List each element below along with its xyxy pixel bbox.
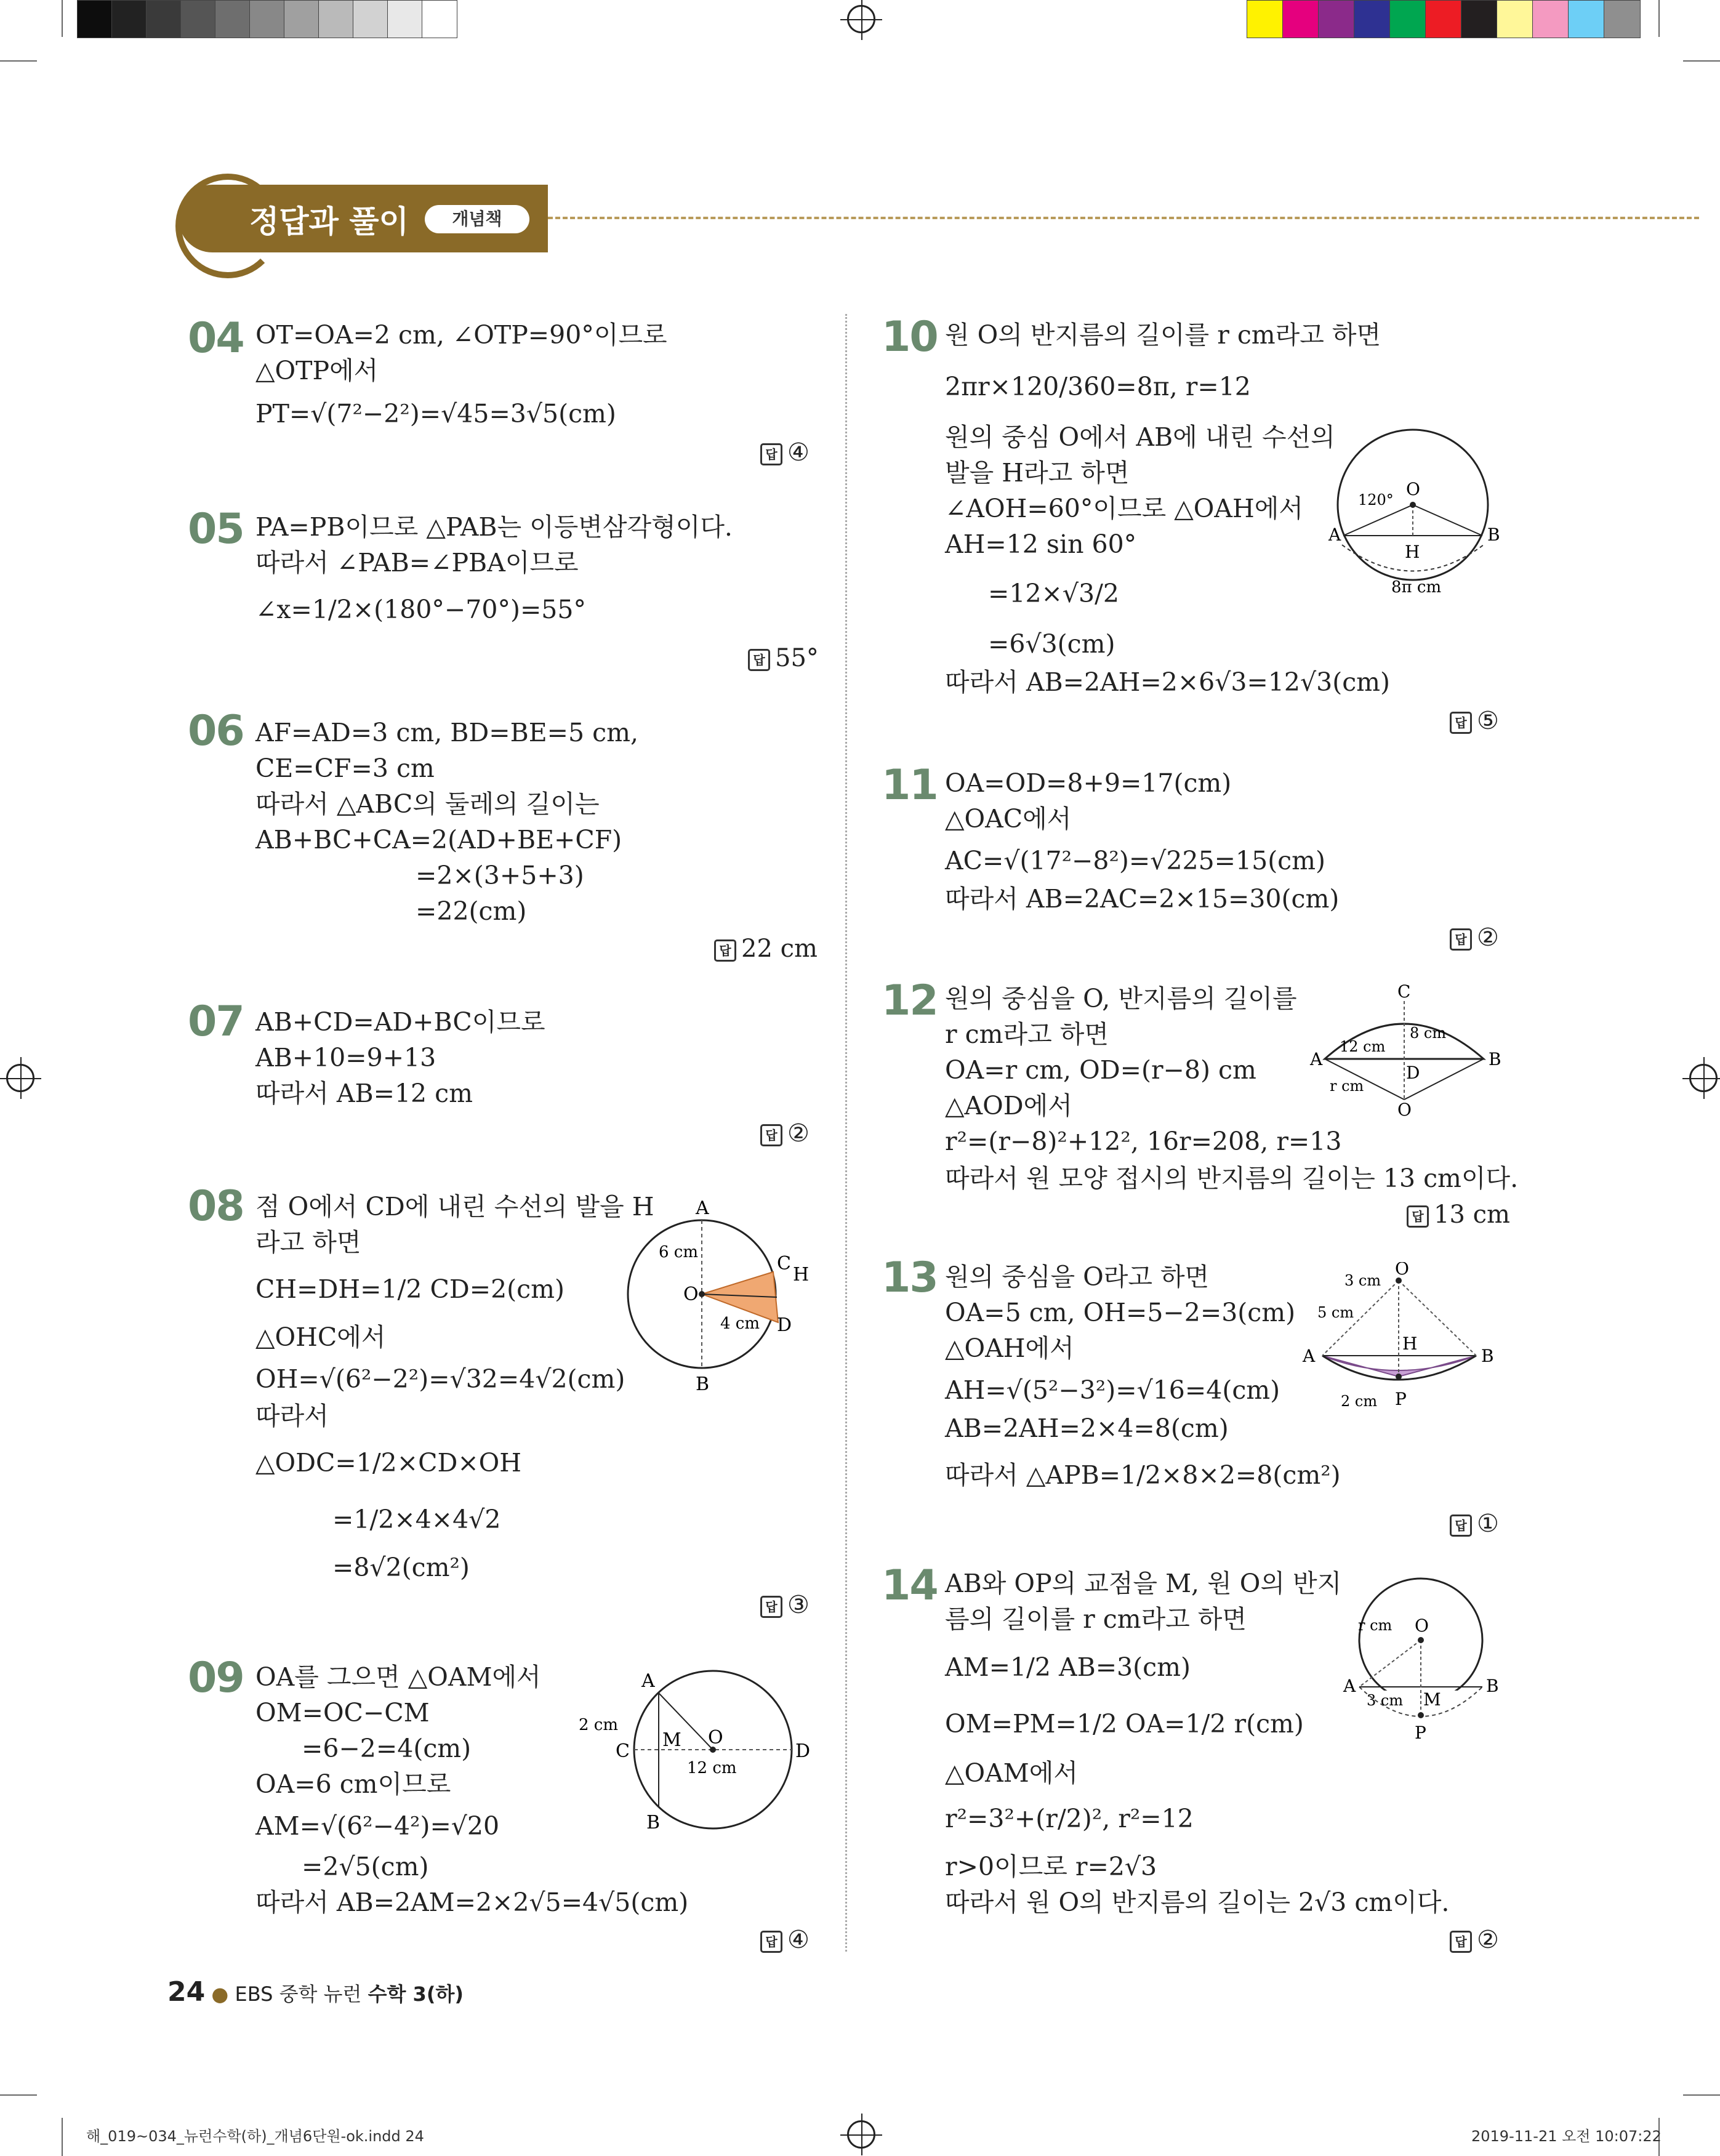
fig14-label-p: P (1415, 1723, 1426, 1743)
solution-line: =6−2=4(cm) (302, 1734, 472, 1763)
fig12-label-r: r cm (1330, 1077, 1364, 1095)
solution-line: △ODC=1/2×CD×OH (255, 1448, 522, 1478)
color-swatch (1568, 0, 1605, 38)
problem-number: 09 (188, 1654, 244, 1702)
fig10-label-arc: 8π cm (1391, 578, 1442, 597)
color-swatch (1318, 0, 1355, 38)
page-footer (167, 1976, 464, 2008)
fig13-label-h: H (1402, 1333, 1418, 1354)
answer-value: ② (1477, 923, 1499, 952)
fig12-label-a: A (1310, 1049, 1323, 1069)
fig09-label-cd: 12 cm (687, 1759, 737, 1777)
gray-swatch (422, 0, 457, 38)
fig09-label-c: C (616, 1740, 630, 1762)
answer-value: 55° (775, 644, 819, 672)
fig08-label-o: O (683, 1284, 699, 1305)
answer-value: 22 cm (741, 935, 818, 963)
fig14-oa (1359, 1640, 1421, 1687)
problem-number: 04 (188, 314, 244, 363)
solution-line: AH=12 sin 60° (945, 529, 1137, 559)
fig10-label-h: H (1405, 542, 1420, 562)
fig14-label-o: O (1415, 1615, 1429, 1636)
fig09-label-cm: 2 cm (579, 1716, 619, 1734)
page-number: 24 (167, 1976, 206, 2008)
color-swatch (1282, 0, 1319, 38)
fig13-label-oh: 3 cm (1344, 1272, 1381, 1289)
fig09-label-m: M (662, 1729, 681, 1751)
solution-line: PA=PB이므로 △PAB는 이등변삼각형이다. (255, 512, 733, 542)
solution-line: 원의 중심을 O, 반지름의 길이를 (945, 984, 1297, 1013)
solution-line: AB+BC+CA=2(AD+BE+CF) (255, 825, 622, 855)
solution-line: AB+10=9+13 (255, 1043, 436, 1072)
color-swatch (1497, 0, 1533, 38)
header-badge: 개념책 (425, 205, 529, 233)
figure-08 (616, 1194, 825, 1391)
registration-target-top (847, 5, 875, 33)
solution-line: △OHC에서 (255, 1322, 386, 1352)
solution-line: 라고 하면 (255, 1228, 361, 1257)
solution-line: 따라서 ∠PAB=∠PBA이므로 (255, 548, 579, 577)
solution-line: PT=√(7²−2²)=√45=3√5(cm) (255, 399, 616, 428)
answer-icon: 답 (760, 1124, 782, 1146)
solution-line: CE=CF=3 cm (255, 754, 435, 783)
solution-line: r²=(r−8)²+12², 16r=208, r=13 (945, 1127, 1342, 1156)
fig08-label-c: C (777, 1253, 791, 1274)
solution-line: =22(cm) (416, 896, 527, 926)
gray-swatch (249, 0, 285, 38)
solution-line: △OAH에서 (945, 1333, 1074, 1363)
footer-bullet-icon: ● (211, 1982, 229, 2006)
solution-line: 원의 중심을 O라고 하면 (945, 1262, 1210, 1292)
problem-number: 07 (188, 997, 244, 1046)
solution-line: △OAM에서 (945, 1758, 1078, 1788)
solution-line: AB=2AH=2×4=8(cm) (945, 1414, 1229, 1443)
fig10-ob (1413, 505, 1482, 536)
registration-target-bottom (847, 2120, 875, 2149)
solution-line: 따라서 AB=12 cm (255, 1079, 473, 1108)
fig13-label-b: B (1481, 1346, 1494, 1366)
solution-line: AC=√(17²−8²)=√225=15(cm) (945, 846, 1326, 875)
fig13-label-a: A (1303, 1346, 1316, 1366)
solution-line: ∠AOH=60°이므로 △OAH에서 (945, 494, 1303, 523)
gray-swatch (77, 0, 113, 38)
page-title: 정답과 풀이 (249, 204, 409, 239)
gray-swatch (146, 0, 182, 38)
crop-mark (0, 60, 37, 62)
figure-10 (1317, 419, 1521, 603)
gray-swatch (111, 0, 147, 38)
fig09-label-d: D (795, 1740, 811, 1762)
fig09-label-a: A (641, 1670, 655, 1692)
figure-13 (1299, 1262, 1508, 1422)
fig14-label-m: M (1423, 1689, 1441, 1710)
solution-line: 2πr×120/360=8π, r=12 (945, 372, 1251, 401)
solution-line: OT=OA=2 cm, ∠OTP=90°이므로 (255, 320, 667, 350)
crop-mark (0, 2094, 37, 2096)
fig08-center (699, 1291, 705, 1297)
answer-icon: 답 (1450, 1931, 1472, 1953)
answer-icon: 답 (1450, 928, 1472, 951)
solution-line: △OTP에서 (255, 356, 379, 385)
fig12-label-ad: 12 cm (1340, 1038, 1386, 1055)
solution-line: ∠x=1/2×(180°−70°)=55° (255, 595, 586, 624)
problem-number: 10 (882, 313, 938, 361)
answer (1450, 923, 1499, 952)
solution-line: 따라서 (255, 1401, 329, 1431)
color-swatch (1461, 0, 1498, 38)
solution-line: =8√2(cm²) (332, 1553, 470, 1582)
registration-target-left (6, 1064, 34, 1092)
answer-icon: 답 (1407, 1205, 1429, 1228)
fig13-label-o: O (1395, 1262, 1409, 1279)
answer (760, 438, 810, 467)
fig10-label-b: B (1487, 525, 1500, 545)
footer-subject: 수학 3(하) (368, 1982, 464, 2006)
fig08-label-b: B (696, 1374, 710, 1391)
answer-icon: 답 (760, 1931, 782, 1953)
figure-12 (1305, 983, 1514, 1124)
problem-number: 14 (882, 1561, 938, 1610)
solution-line: r>0이므로 r=2√3 (945, 1852, 1157, 1881)
answer (1407, 1201, 1510, 1229)
answer-icon: 답 (1450, 712, 1472, 734)
gray-swatch (284, 0, 319, 38)
solution-line: 따라서 AB=2AC=2×15=30(cm) (945, 884, 1340, 914)
fig12-label-d: D (1406, 1063, 1420, 1083)
color-swatch (1425, 0, 1462, 38)
color-swatch (1389, 0, 1426, 38)
fig14-center (1418, 1637, 1424, 1643)
fig14-label-b: B (1486, 1676, 1499, 1696)
figure-14 (1324, 1574, 1514, 1752)
answer (748, 644, 819, 672)
fig09-label-o: O (708, 1727, 723, 1748)
answer-icon: 답 (760, 443, 782, 465)
fig13-label-hp: 2 cm (1341, 1393, 1378, 1410)
fig14-label-am: 3 cm (1367, 1692, 1404, 1709)
color-swatch (1247, 0, 1284, 38)
solution-line: OA=r cm, OD=(r−8) cm (945, 1055, 1256, 1085)
solution-line: 따라서 원 모양 접시의 반지름의 길이는 13 cm이다. (945, 1164, 1519, 1193)
crop-mark (62, 2118, 63, 2156)
header-divider (548, 217, 1699, 219)
solution-line: 따라서 AB=2AH=2×6√3=12√3(cm) (945, 667, 1391, 697)
fig09-label-b: B (646, 1812, 661, 1833)
solution-line: 원 O의 반지름의 길이를 r cm라고 하면 (945, 320, 1381, 350)
answer-icon: 답 (760, 1596, 782, 1618)
answer-value: ④ (787, 1926, 810, 1954)
gray-swatch (318, 0, 354, 38)
solution-line: 점 O에서 CD에 내린 수선의 발을 H (255, 1192, 654, 1221)
problem-number: 13 (882, 1253, 938, 1302)
fig14-point-p (1418, 1712, 1424, 1718)
fig14-label-r: r cm (1358, 1617, 1392, 1634)
solution-line: =12×√3/2 (988, 579, 1119, 608)
problem-number: 08 (188, 1182, 244, 1231)
answer (760, 1591, 810, 1619)
fig12-label-cd: 8 cm (1410, 1024, 1447, 1042)
solution-line: 원의 중심 O에서 AB에 내린 수선의 (945, 422, 1335, 452)
solution-line: AB+CD=AD+BC이므로 (255, 1007, 545, 1037)
fig10-label-o: O (1406, 479, 1420, 499)
gray-swatch (215, 0, 251, 38)
answer (714, 935, 818, 963)
fig13-point-p (1396, 1374, 1402, 1380)
figure-09 (579, 1662, 825, 1841)
fig13-label-p: P (1395, 1389, 1407, 1409)
solution-line: △OAC에서 (945, 804, 1072, 834)
answer-icon: 답 (1450, 1514, 1472, 1537)
crop-mark (1683, 60, 1720, 62)
fig12-label-b: B (1489, 1049, 1501, 1069)
solution-line: 름의 길이를 r cm라고 하면 (945, 1604, 1247, 1634)
answer-value: ② (1477, 1926, 1499, 1954)
gray-swatch (387, 0, 423, 38)
solution-line: CH=DH=1/2 CD=2(cm) (255, 1274, 565, 1304)
fig08-label-r: 6 cm (659, 1243, 699, 1261)
fig14-label-a: A (1343, 1676, 1356, 1696)
answer (1450, 707, 1499, 735)
solution-line: AH=√(5²−3²)=√16=4(cm) (945, 1375, 1280, 1405)
solution-line: AB와 OP의 교점을 M, 원 O의 반지 (945, 1569, 1342, 1598)
footer-publisher: EBS 중학 뉴런 (235, 1982, 362, 2006)
solution-line: r cm라고 하면 (945, 1020, 1109, 1049)
solution-line: △AOD에서 (945, 1091, 1072, 1120)
fig10-label-angle: 120° (1358, 491, 1394, 509)
solution-line: 따라서 원 O의 반지름의 길이는 2√3 cm이다. (945, 1888, 1450, 1917)
solution-line: 따라서 △APB=1/2×8×2=8(cm²) (945, 1460, 1341, 1490)
solution-line: AF=AD=3 cm, BD=BE=5 cm, (255, 718, 639, 747)
fig08-label-d: D (777, 1314, 792, 1336)
column-divider (845, 314, 847, 1952)
solution-line: AM=√(6²−4²)=√20 (255, 1811, 500, 1841)
crop-mark (62, 0, 63, 37)
color-swatch (1604, 0, 1641, 38)
problem-number: 11 (882, 761, 938, 810)
answer-icon: 답 (714, 939, 736, 962)
answer (1450, 1926, 1499, 1954)
solution-line: OM=PM=1/2 OA=1/2 r(cm) (945, 1709, 1304, 1739)
answer-value: ② (787, 1119, 810, 1148)
slug-date: 2019-11-21 오전 10:07:22 (1471, 2128, 1662, 2145)
slug-file: 해_019~034_뉴런수학(하)_개념6단원-ok.indd 24 (86, 2128, 424, 2145)
fig08-label-a: A (696, 1197, 709, 1219)
fig10-label-a: A (1328, 525, 1341, 545)
answer-value: ⑤ (1477, 707, 1499, 735)
gray-swatch (180, 0, 216, 38)
crop-mark (1658, 0, 1660, 37)
solution-line: =2√5(cm) (302, 1852, 429, 1881)
registration-target-right (1689, 1064, 1718, 1092)
solution-line: =2×(3+5+3) (416, 861, 584, 890)
solution-line: r²=3²+(r/2)², r²=12 (945, 1804, 1194, 1833)
answer (1450, 1510, 1499, 1538)
answer-value: ④ (787, 438, 810, 467)
solution-line: =6√3(cm) (988, 629, 1115, 659)
color-swatch (1532, 0, 1569, 38)
problem-number: 12 (882, 976, 938, 1025)
solution-line: AM=1/2 AB=3(cm) (945, 1652, 1191, 1682)
answer (760, 1926, 810, 1954)
solution-line: OA=5 cm, OH=5−2=3(cm) (945, 1298, 1296, 1327)
solution-line: 따라서 AB=2AM=2×2√5=4√5(cm) (255, 1888, 689, 1917)
answer-value: 13 cm (1434, 1201, 1510, 1229)
solution-line: OA=6 cm이므로 (255, 1769, 451, 1799)
fig13-label-oa: 5 cm (1317, 1304, 1354, 1321)
solution-line: 발을 H라고 하면 (945, 458, 1130, 488)
solution-line: 따라서 △ABC의 둘레의 길이는 (255, 789, 600, 819)
problem-number: 06 (188, 707, 244, 755)
fig10-center (1410, 502, 1416, 508)
crop-mark (1683, 2094, 1720, 2096)
solution-line: OA를 그으면 △OAM에서 (255, 1662, 541, 1692)
answer-icon: 답 (748, 649, 770, 671)
answer-value: ③ (787, 1591, 810, 1619)
answer-value: ① (1477, 1510, 1499, 1538)
color-swatch (1354, 0, 1391, 38)
fig12-label-c: C (1397, 983, 1411, 1002)
fig08-label-cd: 4 cm (720, 1314, 760, 1333)
gray-swatch (353, 0, 388, 38)
fig10-oa (1343, 505, 1413, 536)
problem-number: 05 (188, 505, 244, 553)
solution-line: OH=√(6²−2²)=√32=4√2(cm) (255, 1364, 625, 1394)
answer (760, 1119, 810, 1148)
solution-line: OA=OD=8+9=17(cm) (945, 768, 1232, 798)
solution-line: =1/2×4×4√2 (332, 1505, 501, 1534)
fig08-label-h: H (793, 1264, 810, 1285)
solution-line: OM=OC−CM (255, 1698, 430, 1728)
fig12-label-o: O (1397, 1100, 1412, 1120)
